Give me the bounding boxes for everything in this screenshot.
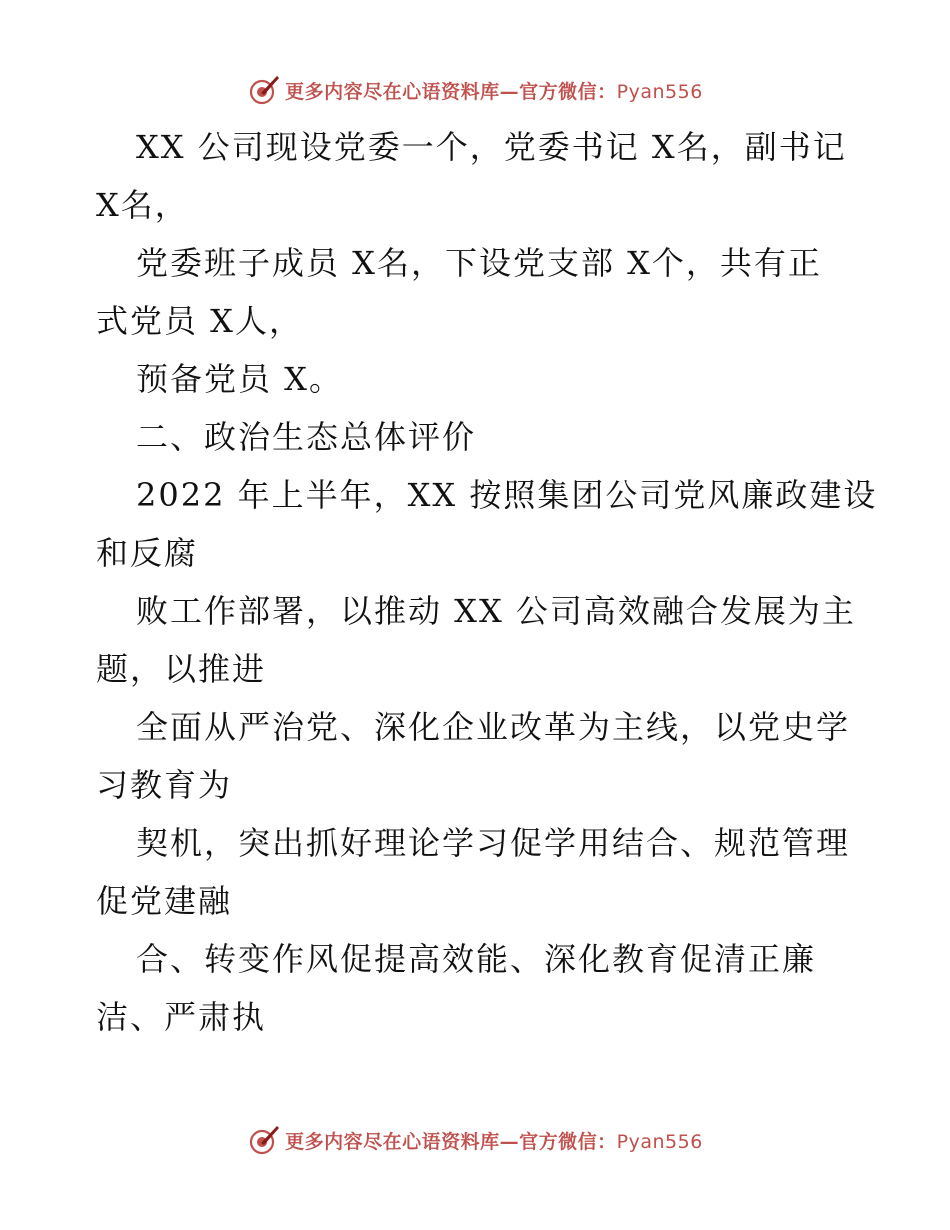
document-body — [96, 118, 878, 1046]
text-line: XX 公司现设党委一个，党委书记 X名，副书记 — [136, 128, 847, 166]
text-line: 习教育为 — [96, 766, 233, 804]
watermark-text: 更多内容尽在心语资料库—官方微信：Pyan556 — [285, 1130, 703, 1153]
text-line: 式党员 X人， — [96, 302, 303, 340]
text-line: 败工作部署，以推动 XX 公司高效融合发展为主 — [136, 592, 856, 630]
text-line: X名， — [96, 186, 189, 224]
text-line: 合、转变作风促提高效能、深化教育促清正廉 — [136, 940, 817, 978]
footer-watermark — [0, 1120, 950, 1160]
quill-pen-seal-icon — [247, 73, 281, 107]
text-line: 2022 年上半年，XX 按照集团公司党风廉政建设 — [136, 476, 878, 514]
section-heading: 二、政治生态总体评价 — [136, 418, 477, 456]
text-line: 契机，突出抓好理论学习促学用结合、规范管理 — [136, 824, 851, 862]
watermark-text: 更多内容尽在心语资料库—官方微信：Pyan556 — [285, 80, 703, 103]
text-line: 党委班子成员 X名，下设党支部 X个，共有正 — [136, 244, 822, 282]
text-line: 洁、严肃执 — [96, 998, 267, 1036]
text-line: 预备党员 X。 — [136, 360, 343, 398]
text-line: 全面从严治党、深化企业改革为主线，以党史学 — [136, 708, 851, 746]
text-line: 和反腐 — [96, 534, 199, 572]
quill-pen-seal-icon — [247, 1123, 281, 1157]
text-line: 题，以推进 — [96, 650, 267, 688]
text-line: 促党建融 — [96, 882, 233, 920]
header-watermark — [0, 70, 950, 110]
